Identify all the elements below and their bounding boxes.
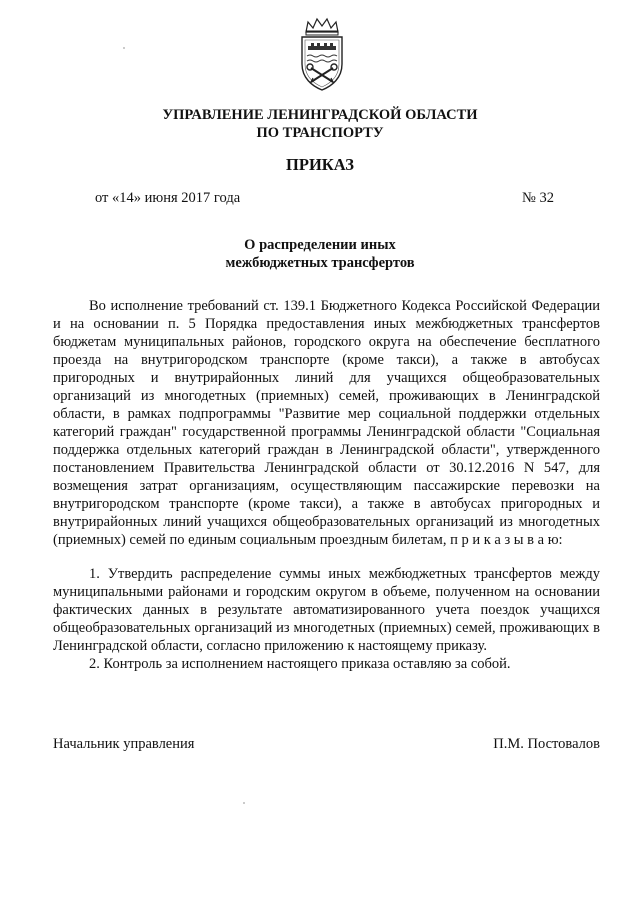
- order-subject: [0, 236, 640, 272]
- order-subject-line-2: межбюджетных трансфертов: [225, 255, 415, 271]
- signatory-title: Начальник управления: [53, 736, 195, 752]
- organization-name: [0, 106, 640, 142]
- order-item-2: 2. Контроль за исполнением настоящего приказа оставляю за собой.: [89, 656, 511, 672]
- scan-artifact-dot: [123, 47, 125, 49]
- leningrad-oblast-coat-of-arms-icon: [296, 16, 348, 92]
- preamble-paragraph: Во исполнение требований ст. 139.1 Бюджетного Кодекса Российской Федерации и на основании п. 5 Порядка предоставления иных межбюджетных трансфертов бюджетам муниципальных районов, городского округа на обеспечение бесплатного проезда на внутригородском транспорте (кроме такси), а также в автобусах пригородных и внутрирайонных линий для учащихся общеобразовательных организаций из многодетных (приемных) семей, проживающих в Ленинградской области, в рамках подпрограммы "Развитие мер социальной поддержки отдельных категорий граждан" государственной программы Ленинградской области "Социальная поддержка отдельных категорий граждан в Ленинградской области", утвержденного постановлением Правительства Ленинградской области от 30.12.2016 N 547, для возмещения затрат организациям, осуществляющим пассажирские перевозки на внутригородском транспорте (кроме такси), а также в автобусах пригородных и внутрирайонных линий учащихся общеобразовательных организаций из многодетных (приемных) семей по единым социальным проездным билетам, п р и к а з ы в а ю:: [53, 298, 600, 548]
- signatory-name: П.М. Постовалов: [493, 736, 600, 752]
- document-type: ПРИКАЗ: [286, 155, 354, 174]
- order-item-1: 1. Утвердить распределение суммы иных межбюджетных трансфертов между муниципальными районами и городским округом в объеме, полученном на основании фактических данных в результате автоматизированного учета поездок учащихся общеобразовательных организаций из многодетных (приемных) семей, проживающих в Ленинградской области, согласно приложению к настоящему приказу.: [53, 566, 600, 654]
- organization-name-line-1: УПРАВЛЕНИЕ ЛЕНИНГРАДСКОЙ ОБЛАСТИ: [162, 107, 478, 123]
- order-date: от «14» июня 2017 года: [95, 190, 241, 206]
- order-number: № 32: [522, 190, 554, 206]
- order-body: [53, 297, 600, 673]
- scan-artifact-dot: [243, 802, 245, 804]
- organization-name-line-2: ПО ТРАНСПОРТУ: [256, 125, 384, 141]
- order-subject-line-1: О распределении иных: [244, 237, 396, 253]
